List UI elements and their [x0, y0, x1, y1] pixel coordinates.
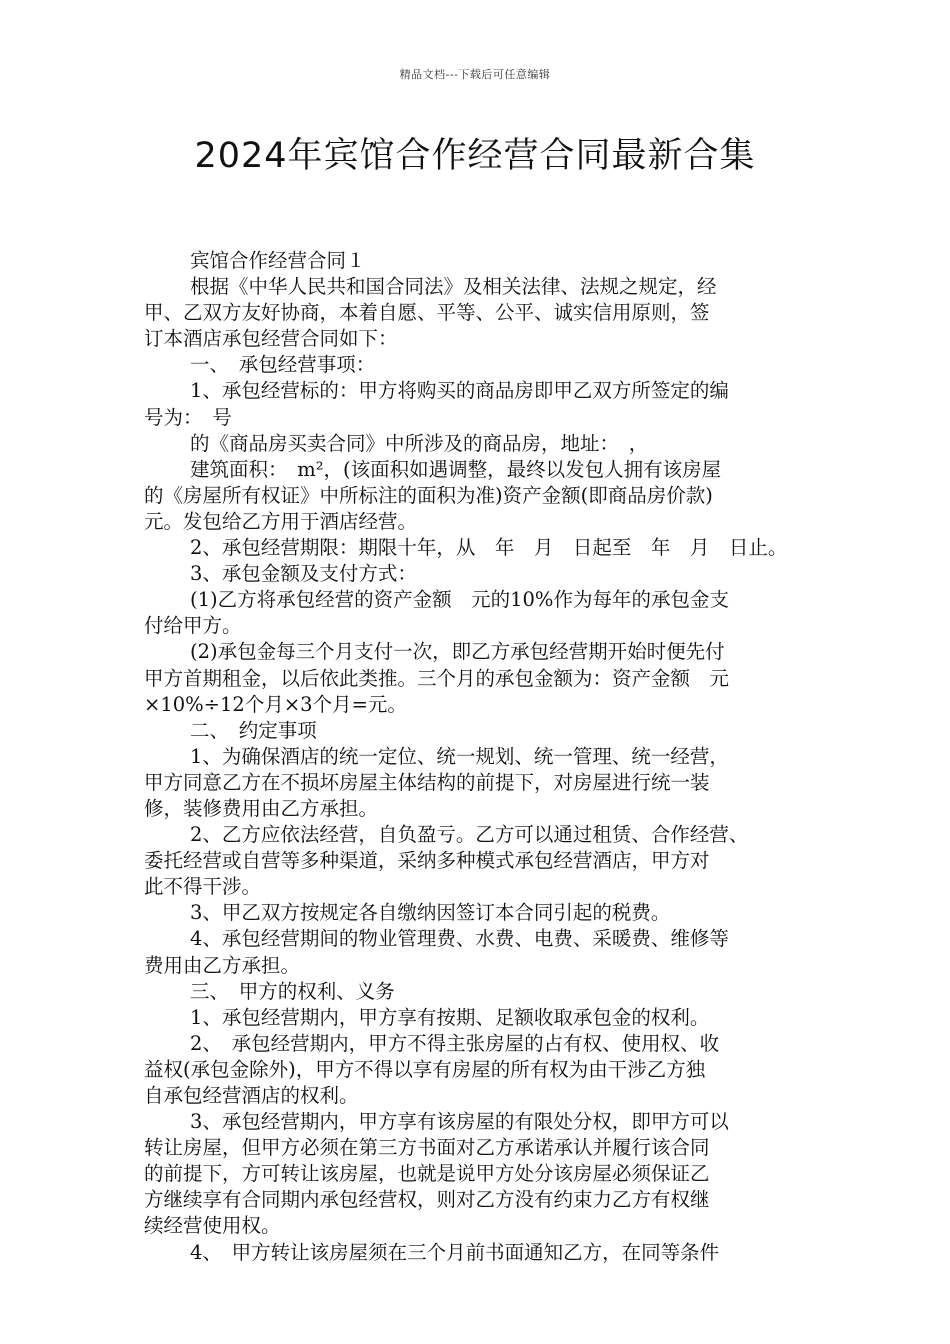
paragraph [144, 561, 810, 587]
paragraph-line: 三、 甲方的权利、义务 [190, 979, 395, 1003]
paragraph-line: 甲、乙双方友好协商，本着自愿、平等、公平、诚实信用原则，签 [144, 301, 710, 325]
paragraph-line: 甲方首期租金，以后依此类推。三个月的承包金额为：资产金额 元 [144, 666, 730, 690]
paragraph [144, 1005, 810, 1031]
paragraph-line: ×10%÷12个月×3个月=元。 [144, 692, 407, 716]
paragraph [144, 926, 810, 978]
paragraph [144, 431, 810, 457]
paragraph-line: 修，装修费用由乙方承担。 [144, 796, 379, 820]
paragraph [144, 822, 810, 900]
paragraph-line: 费用由乙方承担。 [144, 953, 301, 977]
paragraph [144, 1031, 810, 1109]
paragraph-line: 二、 约定事项 [190, 718, 317, 742]
paragraph-line: 转让房屋，但甲方必须在第三方书面对乙方承诺承认并履行该合同 [144, 1136, 710, 1160]
paragraph-line: 2、乙方应依法经营，自负盈亏。乙方可以通过租赁、合作经营、 [190, 823, 749, 847]
paragraph [144, 744, 810, 822]
paragraph-line: 2、承包经营期限：期限十年，从 年 月 日起至 年 月 日止。 [190, 536, 788, 560]
paragraph-line: 宾馆合作经营合同１ [190, 249, 366, 272]
paragraph [144, 1240, 810, 1266]
paragraph-line: 4、承包经营期间的物业管理费、水费、电费、采暖费、维修等 [190, 927, 729, 951]
paragraph-line: 3、甲乙双方按规定各自缴纳因签订本合同引起的税费。 [190, 901, 671, 925]
paragraph-line: (2)承包金每三个月支付一次，即乙方承包经营期开始时便先付 [190, 640, 725, 664]
paragraph-line: 根据《中华人民共和国合同法》及相关法律、法规之规定，经 [190, 275, 717, 299]
paragraph-line: 益权(承包金除外)，甲方不得以享有房屋的所有权为由干涉乙方独 [144, 1057, 706, 1081]
paragraph-line: 号为： 号 [144, 405, 232, 429]
paragraph-line: 自承包经营酒店的权利。 [144, 1084, 359, 1107]
paragraph [144, 457, 810, 535]
paragraph [144, 900, 810, 926]
paragraph-line: 2、 承包经营期内，甲方不得主张房屋的占有权、使用权、收 [190, 1031, 720, 1055]
paragraph-line: 甲方同意乙方在不损坏房屋主体结构的前提下，对房屋进行统一装 [144, 770, 710, 794]
paragraph-line: 订本酒店承包经营合同如下： [144, 327, 398, 351]
paragraph-line: 的《房屋所有权证》中所标注的面积为准)资产金额(即商品房价款) [144, 483, 713, 507]
paragraph [144, 979, 810, 1005]
paragraph-line: 委托经营或自营等多种渠道，采纳多种模式承包经营酒店，甲方对 [144, 849, 710, 873]
paragraph [144, 718, 810, 744]
paragraph-line: 1、承包经营期内，甲方享有按期、足额收取承包金的权利。 [190, 1005, 710, 1029]
paragraph-line: 的前提下，方可转让该房屋，也就是说甲方处分该房屋必须保证乙 [144, 1162, 710, 1186]
paragraph-line: 方继续享有合同期内承包经营权，则对乙方没有约束力乙方有权继 [144, 1188, 710, 1212]
paragraph-line: 3、承包经营期内，甲方享有该房屋的有限处分权，即甲方可以 [190, 1110, 729, 1134]
paragraph [144, 639, 810, 717]
contract-body [144, 248, 810, 1266]
paragraph [144, 378, 810, 430]
paragraph-line: 4、 甲方转让该房屋须在三个月前书面通知乙方，在同等条件 [190, 1240, 720, 1264]
paragraph-line: 一、 承包经营事项： [190, 353, 376, 377]
paragraph-line: 1、为确保酒店的统一定位、统一规划、统一管理、统一经营， [190, 744, 729, 768]
paragraph [144, 535, 810, 561]
paragraph-line: 续经营使用权。 [144, 1214, 281, 1238]
paragraph [144, 1109, 810, 1239]
paragraph-line: 建筑面积： m²，(该面积如遇调整，最终以发包人拥有该房屋 [190, 457, 722, 481]
paragraph [144, 274, 810, 352]
paragraph-line: 3、承包金额及支付方式： [190, 562, 417, 586]
paragraph-line: 付给甲方。 [144, 614, 242, 638]
paragraph-line: 的《商品房买卖合同》中所涉及的商品房，地址： ， [190, 431, 649, 455]
paragraph-line: (1)乙方将承包经营的资产金额 元的10%作为每年的承包金支 [190, 588, 729, 612]
paragraph-line: 元。发包给乙方用于酒店经营。 [144, 509, 418, 533]
paragraph-line: 此不得干涉。 [144, 875, 262, 899]
paragraph [144, 248, 810, 274]
paragraph [144, 587, 810, 639]
document-title: 2024年宾馆合作经营合同最新合集 [194, 136, 756, 176]
paragraph-line: 1、承包经营标的：甲方将购买的商品房即甲乙双方所签定的编 [190, 379, 729, 403]
paragraph [144, 352, 810, 378]
header-note: 精品文档---下载后可任意编辑 [399, 68, 551, 81]
